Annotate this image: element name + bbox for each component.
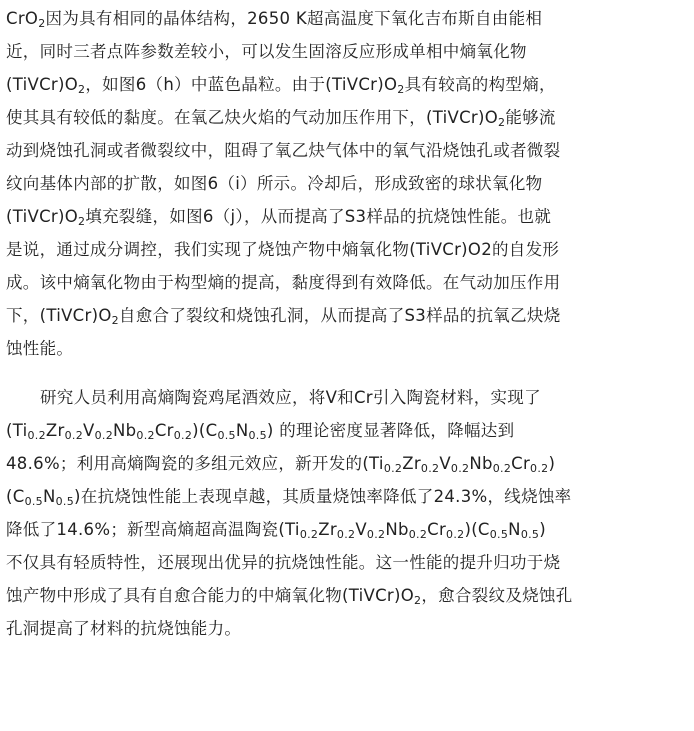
text-run: Nb (385, 520, 409, 539)
subscript-text: 0.2 (530, 462, 549, 475)
subscript-text: 0.2 (383, 462, 403, 475)
text-line (6, 200, 688, 233)
paragraph-1 (6, 2, 688, 365)
text-run: )(C (464, 520, 490, 539)
text-run: 动到烧蚀孔洞或者微裂纹中，阻碍了氧乙炔气体中的氧气沿烧蚀孔或者微裂 (6, 141, 561, 160)
text-line (6, 233, 688, 266)
text-line (6, 2, 688, 35)
text-line (6, 546, 688, 579)
text-run: N (235, 421, 249, 440)
text-run: 蚀性能。 (6, 339, 74, 358)
text-run: Zr (402, 454, 421, 473)
subscript-text: 0.5 (217, 429, 236, 442)
text-run: V (439, 454, 451, 473)
text-line (6, 480, 688, 513)
text-run: V (83, 421, 95, 440)
text-run: V (355, 520, 367, 539)
subscript-text: 2 (38, 17, 46, 30)
subscript-text: 0.2 (336, 528, 356, 541)
text-line (6, 332, 688, 365)
subscript-text: 0.2 (420, 462, 440, 475)
text-run: ) (548, 454, 556, 473)
text-run: 是说，通过成分调控，我们实现了烧蚀产物中熵氧化物(TiVCr)O2的自发形 (6, 240, 560, 259)
text-run: 下，(TiVCr)O (6, 306, 112, 325)
subscript-text: 0.2 (450, 462, 470, 475)
text-line (6, 414, 688, 447)
text-run: Cr (427, 520, 447, 539)
subscript-text: 0.2 (408, 528, 428, 541)
subscript-text: 0.2 (299, 528, 319, 541)
text-run: (TiVCr)O (6, 75, 79, 94)
text-run: Nb (113, 421, 137, 440)
text-line (6, 167, 688, 200)
text-line (6, 35, 688, 68)
subscript-text: 0.5 (520, 528, 540, 541)
text-run: 近，同时三者点阵参数差较小，可以发生固溶反应形成单相中熵氧化物 (6, 42, 527, 61)
text-run: Zr (318, 520, 337, 539)
text-run: 具有较高的构型熵， (404, 75, 556, 94)
text-run: 成。该中熵氧化物由于构型熵的提高，黏度得到有效降低。在气动加压作用 (6, 273, 561, 292)
text-line (6, 612, 688, 645)
subscript-text: 0.5 (248, 429, 267, 442)
text-run: )(C (192, 421, 218, 440)
text-line (6, 266, 688, 299)
text-run: Zr (45, 421, 65, 440)
text-line (6, 447, 688, 480)
text-line (6, 579, 688, 612)
text-run: ，如图6（h）中蓝色晶粒。由于(TiVCr)O (85, 75, 398, 94)
text-line (6, 101, 688, 134)
text-run: Cr (511, 454, 531, 473)
text-run: )在抗烧蚀性能上表现卓越，其质量烧蚀率降低了24.3%，线烧蚀率 (74, 487, 572, 506)
subscript-text: 0.2 (446, 528, 465, 541)
text-run: 不仅具有轻质特性，还展现出优异的抗烧蚀性能。这一性能的提升归功于烧 (6, 553, 561, 572)
text-run: 纹向基体内部的扩散，如图6（i）所示。冷却后，形成致密的球状氧化物 (6, 174, 543, 193)
paragraph-2 (6, 381, 688, 645)
subscript-text: 0.2 (173, 429, 193, 442)
text-run: 降低了14.6%；新型高熵超高温陶瓷(Ti (6, 520, 300, 539)
text-run: ) (539, 520, 546, 539)
text-line (6, 134, 688, 167)
subscript-text: 2 (397, 83, 405, 96)
text-run: CrO (6, 9, 39, 28)
text-run: 研究人员利用高熵陶瓷鸡尾酒效应，将V和Cr引入陶瓷材料，实现了 (40, 388, 541, 407)
text-line (6, 513, 688, 546)
text-run: 48.6%；利用高熵陶瓷的多组元效应，新开发的(Ti (6, 454, 384, 473)
subscript-text: 0.5 (489, 528, 509, 541)
text-line (6, 381, 688, 414)
text-run: 孔洞提高了材料的抗烧蚀能力。 (6, 619, 242, 638)
text-run: 能够流 (505, 108, 556, 127)
subscript-text: 0.2 (136, 429, 155, 442)
text-line (6, 68, 688, 101)
subscript-text: 2 (78, 83, 86, 96)
text-run: 自愈合了裂纹和烧蚀孔洞，从而提高了S3样品的抗氧乙炔烧 (118, 306, 561, 325)
subscript-text: 0.2 (94, 429, 113, 442)
subscript-text: 2 (111, 314, 119, 327)
text-run: 蚀产物中形成了具有自愈合能力的中熵氧化物(TiVCr)O (6, 586, 415, 605)
subscript-text: 0.2 (27, 429, 46, 442)
subscript-text: 2 (78, 215, 86, 228)
subscript-text: 0.5 (24, 495, 43, 508)
text-run: Cr (154, 421, 174, 440)
text-line (6, 299, 688, 332)
text-run: Nb (469, 454, 493, 473)
text-run: ) 的理论密度显著降低，降幅达到 (266, 421, 515, 440)
text-run: 填充裂缝，如图6（j），从而提高了S3样品的抗烧蚀性能。也就 (85, 207, 552, 226)
text-run: 因为具有相同的晶体结构，2650 K超高温度下氧化吉布斯自由能相 (45, 9, 543, 28)
subscript-text: 0.2 (492, 462, 512, 475)
text-run: 使其具有较低的黏度。在氧乙炔火焰的气动加压作用下，(TiVCr)O (6, 108, 499, 127)
subscript-text: 2 (498, 116, 506, 129)
subscript-text: 0.2 (64, 429, 83, 442)
text-run: (TiVCr)O (6, 207, 79, 226)
text-run: ，愈合裂纹及烧蚀孔 (421, 586, 573, 605)
text-run: N (42, 487, 56, 506)
text-run: (Ti (6, 421, 28, 440)
subscript-text: 0.5 (55, 495, 75, 508)
text-run: N (508, 520, 521, 539)
subscript-text: 2 (414, 594, 422, 607)
text-run: (C (6, 487, 25, 506)
article-body (6, 2, 688, 645)
subscript-text: 0.2 (366, 528, 386, 541)
